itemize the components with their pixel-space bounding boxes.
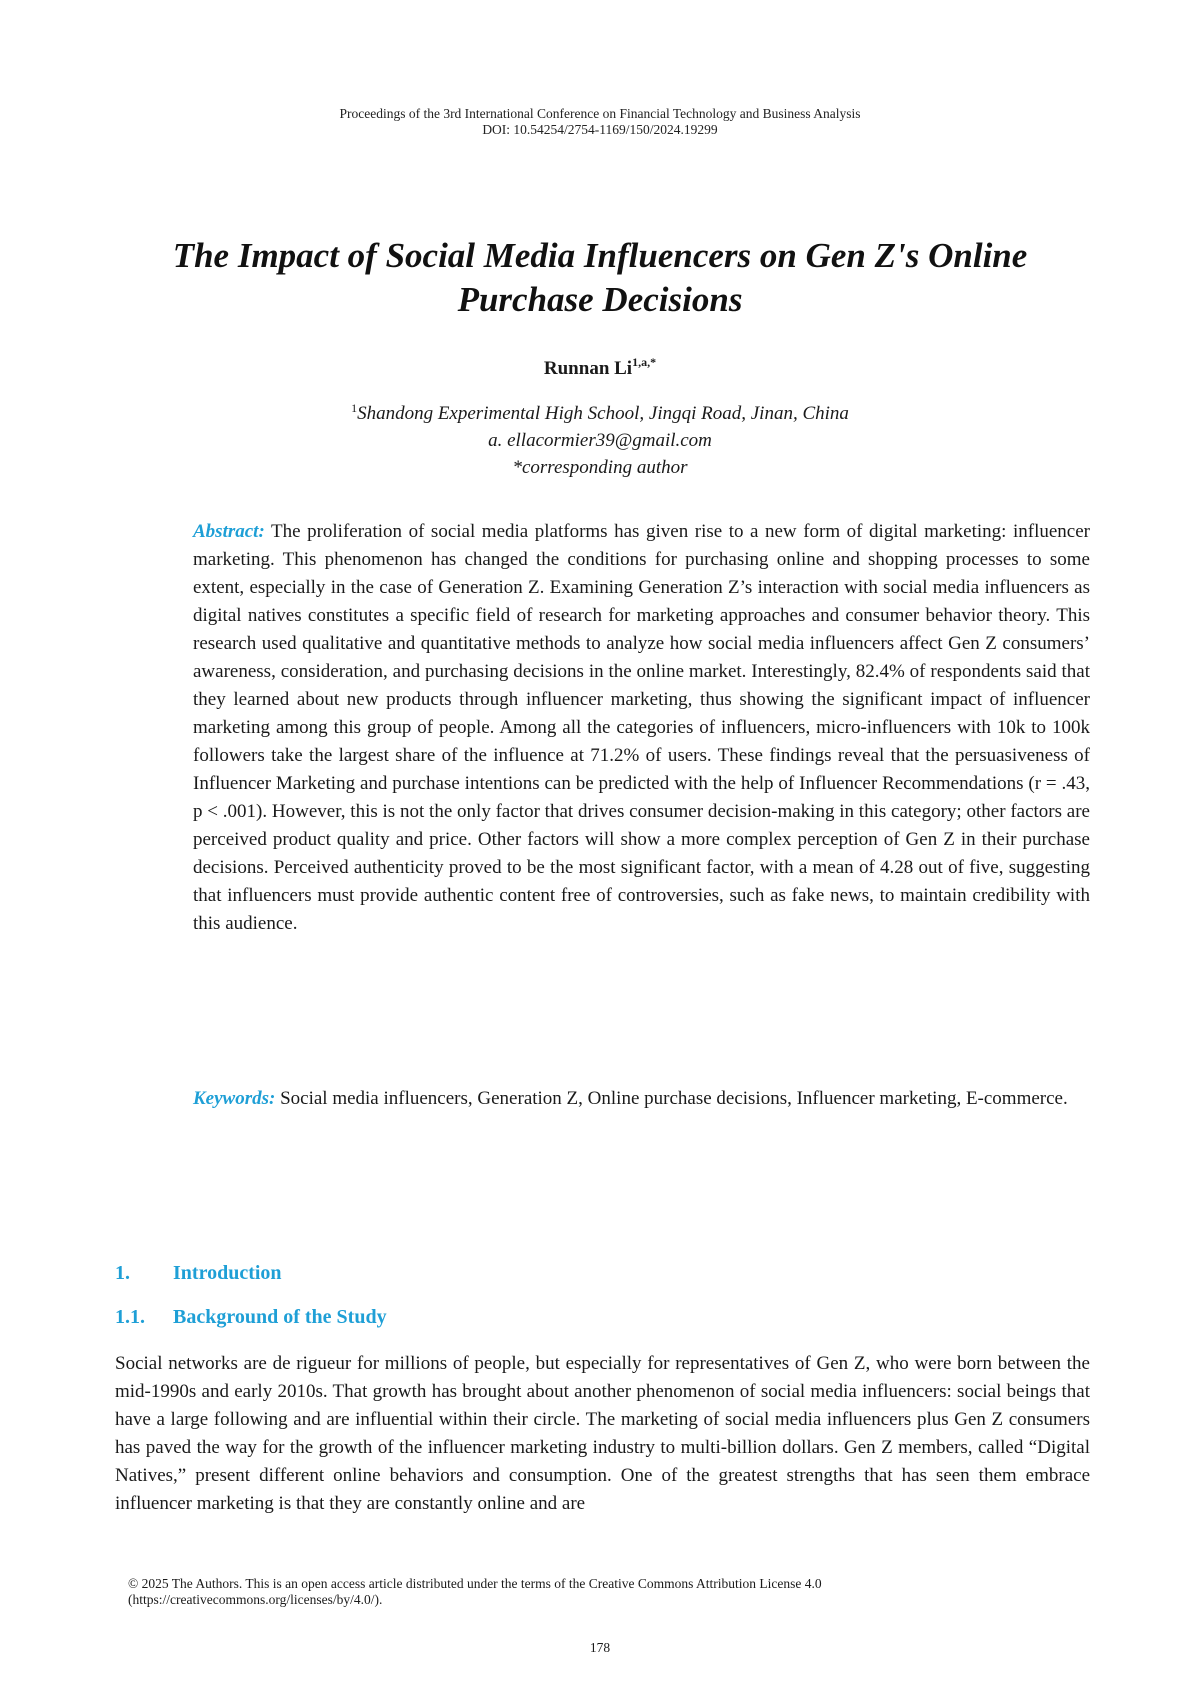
- doi: DOI: 10.54254/2754-1169/150/2024.19299: [482, 122, 718, 137]
- affiliation-superscript: 1: [351, 401, 358, 415]
- section-title: Introduction: [173, 1262, 282, 1284]
- page-number: 178: [589, 1640, 611, 1655]
- section-heading-introduction: [115, 1262, 282, 1285]
- title-line-2: Purchase Decisions: [457, 280, 743, 319]
- title-line-1: The Impact of Social Media Influencers on Gen Z's Online: [172, 236, 1028, 275]
- keywords-text: Social media influencers, Generation Z, Online purchase decisions, Influencer marketing, E-commerce.: [280, 1088, 1068, 1109]
- body-paragraph: Social networks are de rigueur for millions of people, but especially for representatives of Gen Z, who were born between the mid-1990s and early 2010s. That growth has brought about another phenomenon of social media influencers: social beings that have a large following and are influential within their circle. The marketing of social media influencers plus Gen Z consumers has paved the way for the growth of the influencer marketing industry to multi-billion dollars. Gen Z members, called “Digital Natives,” present different online behaviors and consumption. One of the greatest strengths that has seen them embrace influencer marketing is that they are constantly online and are: [115, 1353, 1090, 1514]
- abstract-text: The proliferation of social media platforms has given rise to a new form of digital marketing: influencer marketing. This phenomenon has changed the conditions for purchasing online and shopping processes to some extent, especially in the case of Generation Z. Examining Generation Z’s interaction with social media influencers as digital natives constitutes a specific field of research for marketing approaches and consumer behavior theory. This research used qualitative and quantitative methods to analyze how social media influencers affect Gen Z consumers’ awareness, consideration, and purchasing decisions in the online market. Interestingly, 82.4% of respondents said that they learned about new products through influencer marketing, thus showing the significant impact of influencer marketing among this group of people. Among all the categories of influencers, micro-influencers with 10k to 100k followers take the largest share of the influence at 71.2% of users. These findings reveal that the persuasiveness of Influencer Marketing and purchase intentions can be predicted with the help of Influencer Recommendations (r = .43, p < .001). However, this is not the only factor that drives consumer decision-making in this category; other factors are perceived product quality and price. Other factors will show a more complex perception of Gen Z in their purchase decisions. Perceived authenticity proved to be the most significant factor, with a mean of 4.28 out of five, suggesting that influencers must provide authentic content free of controversies, such as fake news, to maintain credibility with this audience.: [193, 521, 1090, 934]
- corresponding-author-note: *corresponding author: [512, 457, 688, 478]
- keywords-label: Keywords:: [193, 1088, 276, 1109]
- subsection-heading-background: [115, 1306, 387, 1329]
- affiliation-institution-line: [0, 395, 1200, 427]
- author-line: [0, 355, 1200, 380]
- affiliation-institution: Shandong Experimental High School, Jingqi Road, Jinan, China: [357, 403, 849, 424]
- keywords: [193, 1085, 1090, 1113]
- subsection-number: 1.1.: [115, 1306, 145, 1328]
- author-name: Runnan Li: [543, 358, 633, 379]
- license-footnote: [128, 1576, 1078, 1608]
- author-superscript: 1,a,*: [632, 355, 657, 369]
- section-number: 1.: [115, 1262, 130, 1284]
- license-text: © 2025 The Authors. This is an open access article distributed under the terms of the Creative Commons Attribution License 4.0: [128, 1576, 822, 1591]
- paper-title: [100, 234, 1100, 322]
- affiliation-block: [0, 395, 1200, 481]
- license-link[interactable]: (https://creativecommons.org/licenses/by/4.0/).: [128, 1592, 383, 1607]
- author-email[interactable]: a. ellacormier39@gmail.com: [488, 430, 712, 451]
- subsection-title: Background of the Study: [173, 1306, 387, 1328]
- running-header: [0, 106, 1200, 138]
- abstract-label: Abstract:: [193, 521, 265, 542]
- abstract: [193, 518, 1090, 938]
- conference-name: Proceedings of the 3rd International Conference on Financial Technology and Business Analysis: [339, 106, 861, 121]
